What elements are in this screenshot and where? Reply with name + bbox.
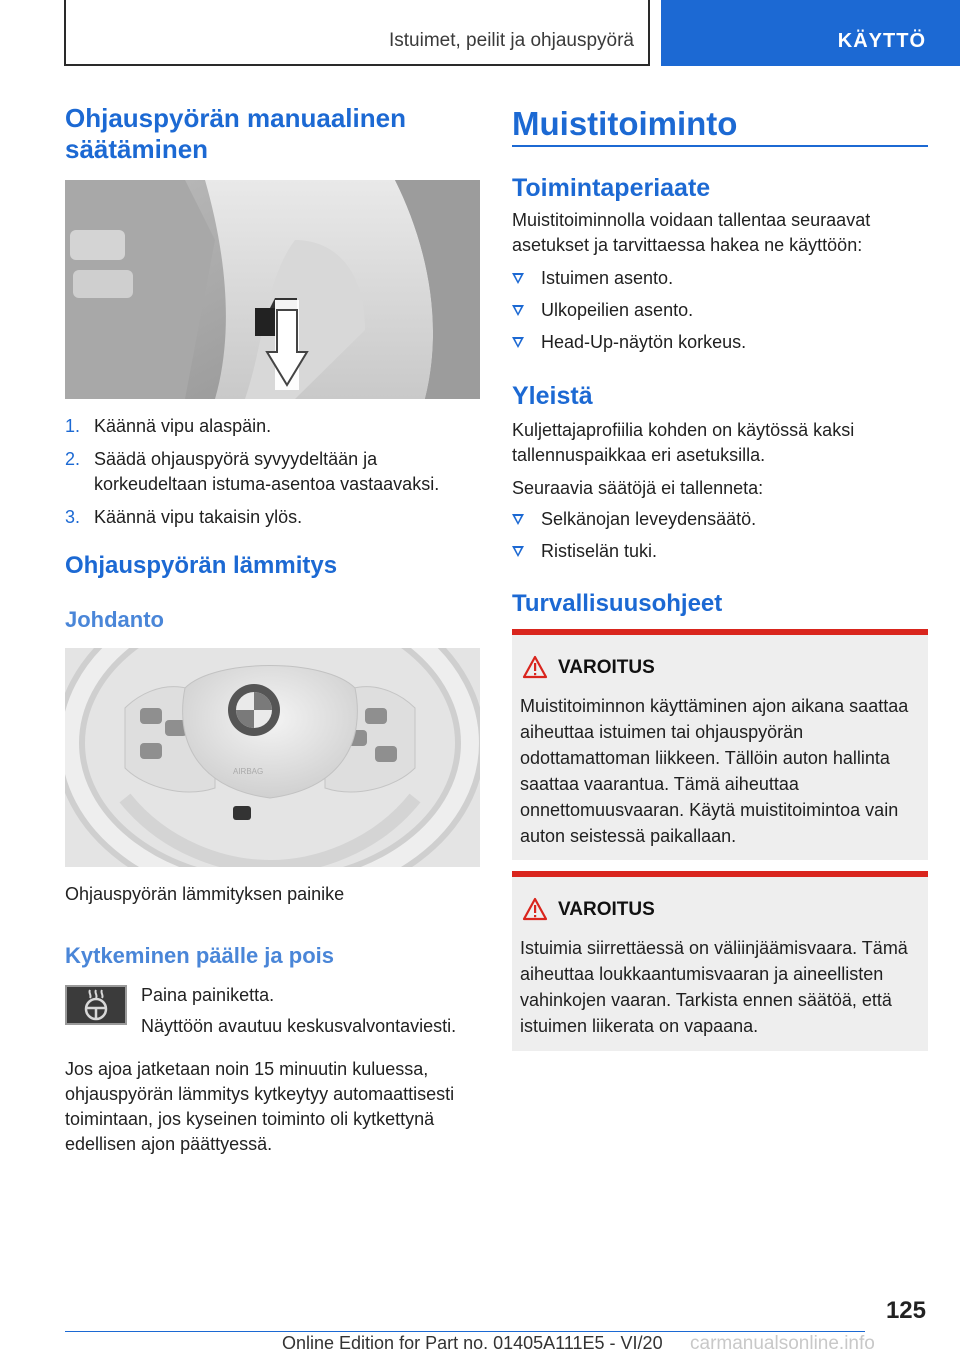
warning-triangle-icon [522, 897, 548, 921]
bullet-triangle-icon [512, 305, 524, 316]
steering-wheel-image [65, 648, 480, 867]
heading-introduction: Johdanto [65, 607, 164, 632]
heading-steering-heating: Ohjauspyörän lämmitys [65, 552, 338, 579]
bullet-triangle-icon [512, 514, 524, 525]
list-item: 2. Säädä ohjauspyörä syvyydeltään ja korkeudeltaan istuma-asentoa vastaavaksi. [65, 449, 440, 494]
list-item: Ristiselän tuki. [512, 539, 928, 564]
heading-safety: Turvallisuusohjeet [512, 590, 723, 617]
not-saved-list [512, 507, 928, 571]
adjust-steps-list [65, 414, 475, 538]
steering-wheel-illustration [65, 648, 480, 867]
heading-manual-adjust: Ohjauspyörän manuaalinen säätäminen [65, 103, 406, 164]
heating-image-caption: Ohjauspyörän lämmityksen painike [65, 884, 345, 904]
heading-memory-function: Muistitoiminto [512, 105, 738, 142]
warning-box-1 [512, 629, 928, 860]
warning-title: VAROITUS [558, 899, 655, 920]
list-item: 3. Käännä vipu takaisin ylös. [65, 507, 303, 527]
list-item: Selkänojan leveydensäätö. [512, 507, 928, 532]
steering-lever-image [65, 180, 480, 399]
footer-edition: Online Edition for Part no. 01405A111E5 - VI/20 [282, 1333, 663, 1353]
press-instruction: Paina painiketta. [141, 985, 275, 1005]
steering-heat-icon [67, 987, 125, 1023]
steering-lever-illustration [65, 180, 480, 399]
auto-heating-paragraph: Jos ajoa jatketaan noin 15 minuutin kuluessa, ohjauspyörän lämmitys kytkeytyy automaattisesti toimintaan, jos kyseinen toiminto oli kytkettynä edellisen ajon päättyessä. [65, 1059, 455, 1154]
list-item: Istuimen asento. [512, 266, 928, 291]
page-number: 125 [885, 1297, 926, 1324]
bullet-triangle-icon [512, 546, 524, 557]
bullet-triangle-icon [512, 337, 524, 348]
list-item: Head-Up-näytön korkeus. [512, 330, 928, 355]
warning-title: VAROITUS [558, 657, 655, 678]
memory-items-list [512, 266, 928, 362]
warning-box-2 [512, 871, 928, 1051]
heading-principle: Toimintaperiaate [512, 174, 711, 202]
principle-paragraph: Muistitoiminnolla voidaan tallentaa seuraavat asetukset ja tarvittaessa hakea ne käyttöön: [512, 210, 871, 255]
heading-general: Yleistä [512, 382, 593, 410]
steering-heating-button[interactable] [65, 985, 127, 1025]
not-saved-intro: Seuraavia säätöjä ei tallenneta: [512, 478, 764, 498]
heading-underline [512, 145, 928, 147]
heading-on-off: Kytkeminen päälle ja pois [65, 943, 334, 968]
watermark: carmanualsonline.info [690, 1333, 875, 1354]
header-chapter-label: KÄYTTÖ [837, 30, 926, 52]
header-section-box [64, 0, 650, 66]
list-item: Ulkopeilien asento. [512, 298, 928, 323]
header-section-title: Istuimet, peilit ja ohjauspyörä [388, 30, 634, 51]
bullet-triangle-icon [512, 273, 524, 284]
footer-rule [65, 1331, 865, 1332]
warning-triangle-icon [522, 655, 548, 679]
warning-text: Istuimia siirrettäessä on väliinjäämisvaara. Tämä aiheuttaa loukkaantumisvaaran ja aineellisten vahinkojen vaaran. Tarkista ennen säätöä, että istuimen liikerata on vapaana. [520, 938, 908, 1036]
display-message-text: Näyttöön avautuu keskusvalvontaviesti. [141, 1016, 457, 1036]
general-paragraph: Kuljettajaprofiilia kohden on käytössä kaksi tallennuspaikkaa eri asetuksilla. [512, 420, 855, 465]
header-chapter-tab[interactable] [661, 0, 960, 66]
airbag-label: AIRBAG [233, 767, 264, 776]
list-item: 1. Käännä vipu alaspäin. [65, 416, 272, 436]
warning-text: Muistitoiminnon käyttäminen ajon aikana saattaa aiheuttaa istuimen tai ohjauspyörän odottamattoman liikkeen. Tällöin auton hallinta saattaa vaarantua. Tämä aiheuttaa onnettomuusvaaran. Käytä muistitoimintoa vain auton seistessä paikallaan. [520, 696, 909, 846]
